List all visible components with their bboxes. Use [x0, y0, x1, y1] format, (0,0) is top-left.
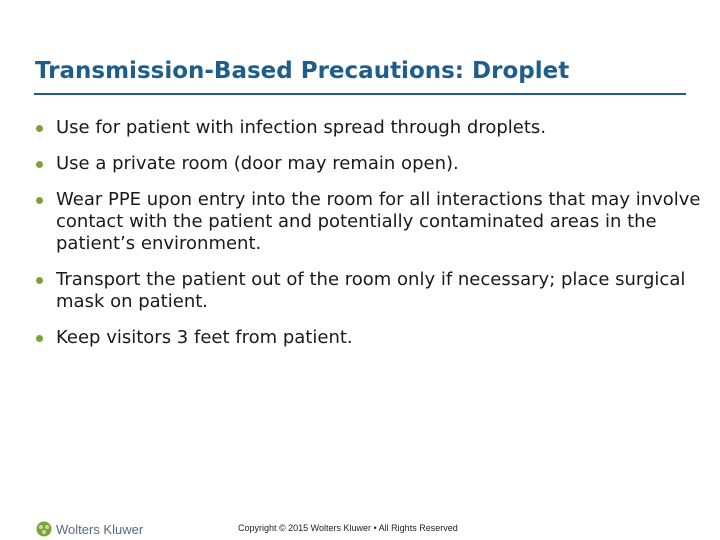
bullet-text: Keep visitors 3 feet from patient.	[56, 327, 353, 348]
bullet-dot-icon	[36, 277, 43, 284]
bullet-item	[34, 153, 704, 175]
bullet-dot-icon	[36, 197, 43, 204]
bullet-dot-icon	[36, 335, 43, 342]
wolters-kluwer-logo-icon	[36, 521, 52, 537]
bullet-item	[34, 269, 704, 313]
bullet-dot-icon	[36, 161, 43, 168]
bullet-dot-icon	[36, 125, 43, 132]
bullet-item	[34, 189, 704, 255]
slide-title: Transmission-Based Precautions: Droplet	[35, 58, 570, 84]
bullet-text: Use for patient with infection spread through droplets.	[56, 117, 547, 138]
company-logo	[36, 520, 143, 538]
logo-text: Wolters Kluwer	[56, 521, 144, 537]
bullet-list	[34, 117, 704, 363]
bullet-text: Wear PPE upon entry into the room for all interactions that may involve contact with the patient and potentially contaminated areas in the patient’s environment.	[56, 189, 701, 254]
bullet-text: Transport the patient out of the room only if necessary; place surgical mask on patient.	[56, 269, 686, 312]
bullet-item	[34, 117, 704, 139]
copyright-text: Copyright © 2015 Wolters Kluwer • All Rights Reserved	[238, 523, 458, 533]
bullet-item	[34, 327, 704, 349]
bullet-text: Use a private room (door may remain open).	[56, 153, 459, 174]
title-divider	[34, 93, 686, 95]
